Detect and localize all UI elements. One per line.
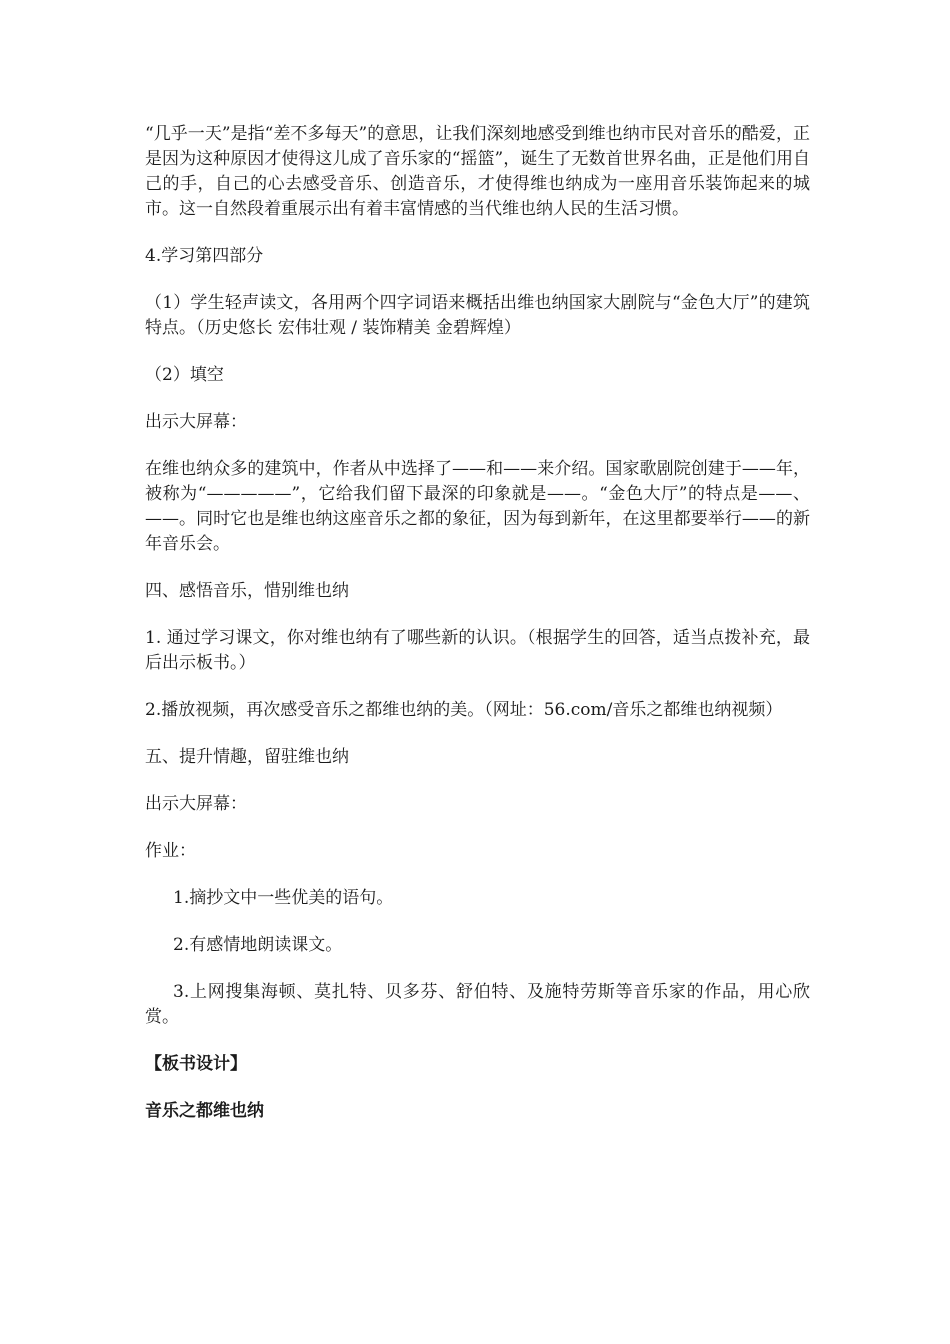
paragraph-step-1: （1）学生轻声读文，各用两个四字词语来概括出维也纳国家大剧院与“金色大厅”的建筑特点。（历史悠长 宏伟壮观 / 装饰精美 金碧辉煌） <box>145 293 810 338</box>
board-design-heading: 【板书设计】 <box>145 1054 247 1074</box>
section-heading-part-four: 4.学习第四部分 <box>145 246 264 266</box>
paragraph-item-2: 2.播放视频，再次感受音乐之都维也纳的美。（网址：56.com/音乐之都维也纳视频） <box>145 700 783 720</box>
homework-item-1: 1.摘抄文中一些优美的语句。 <box>173 888 394 908</box>
section-heading-five: 五、提升情趣，留驻维也纳 <box>145 747 349 767</box>
paragraph-item-1: 1. 通过学习课文，你对维也纳有了哪些新的认识。（根据学生的回答，适当点拨补充，最后出示板书。） <box>145 628 810 673</box>
paragraph-show-screen-2: 出示大屏幕： <box>145 794 247 814</box>
paragraph-show-screen: 出示大屏幕： <box>145 412 247 432</box>
paragraph-homework-label: 作业： <box>145 841 196 861</box>
homework-item-3 <box>145 980 810 1030</box>
homework-item-2: 2.有感情地朗读课文。 <box>173 935 343 955</box>
document-page <box>145 122 810 1146</box>
paragraph-fill-blank: 在维也纳众多的建筑中，作者从中选择了——和——来介绍。国家歌剧院创建于——年，被称为“—————”，它给我们留下最深的印象就是——。“金色大厅”的特点是——、——。同时它也是维也纳这座音乐之都的象征，因为每到新年，在这里都要举行——的新年音乐会。 <box>145 459 810 554</box>
paragraph-explanation: “几乎一天”是指“差不多每天”的意思，让我们深刻地感受到维也纳市民对音乐的酷爱，正是因为这种原因才使得这儿成了音乐家的“摇篮”，诞生了无数首世界名曲，正是他们用自己的手，自己的心去感受音乐、创造音乐，才使得维也纳成为一座用音乐装饰起来的城市。这一自然段着重展示出有着丰富情感的当代维也纳人民的生活习惯。 <box>145 124 810 219</box>
paragraph-step-2: （2）填空 <box>145 365 224 385</box>
section-heading-four: 四、感悟音乐，惜别维也纳 <box>145 581 349 601</box>
homework-item-3-text: 3.上网搜集海顿、莫扎特、贝多芬、舒伯特、及施特劳斯等音乐家的作品，用心欣赏。 <box>145 982 810 1027</box>
board-design-title: 音乐之都维也纳 <box>145 1101 264 1121</box>
